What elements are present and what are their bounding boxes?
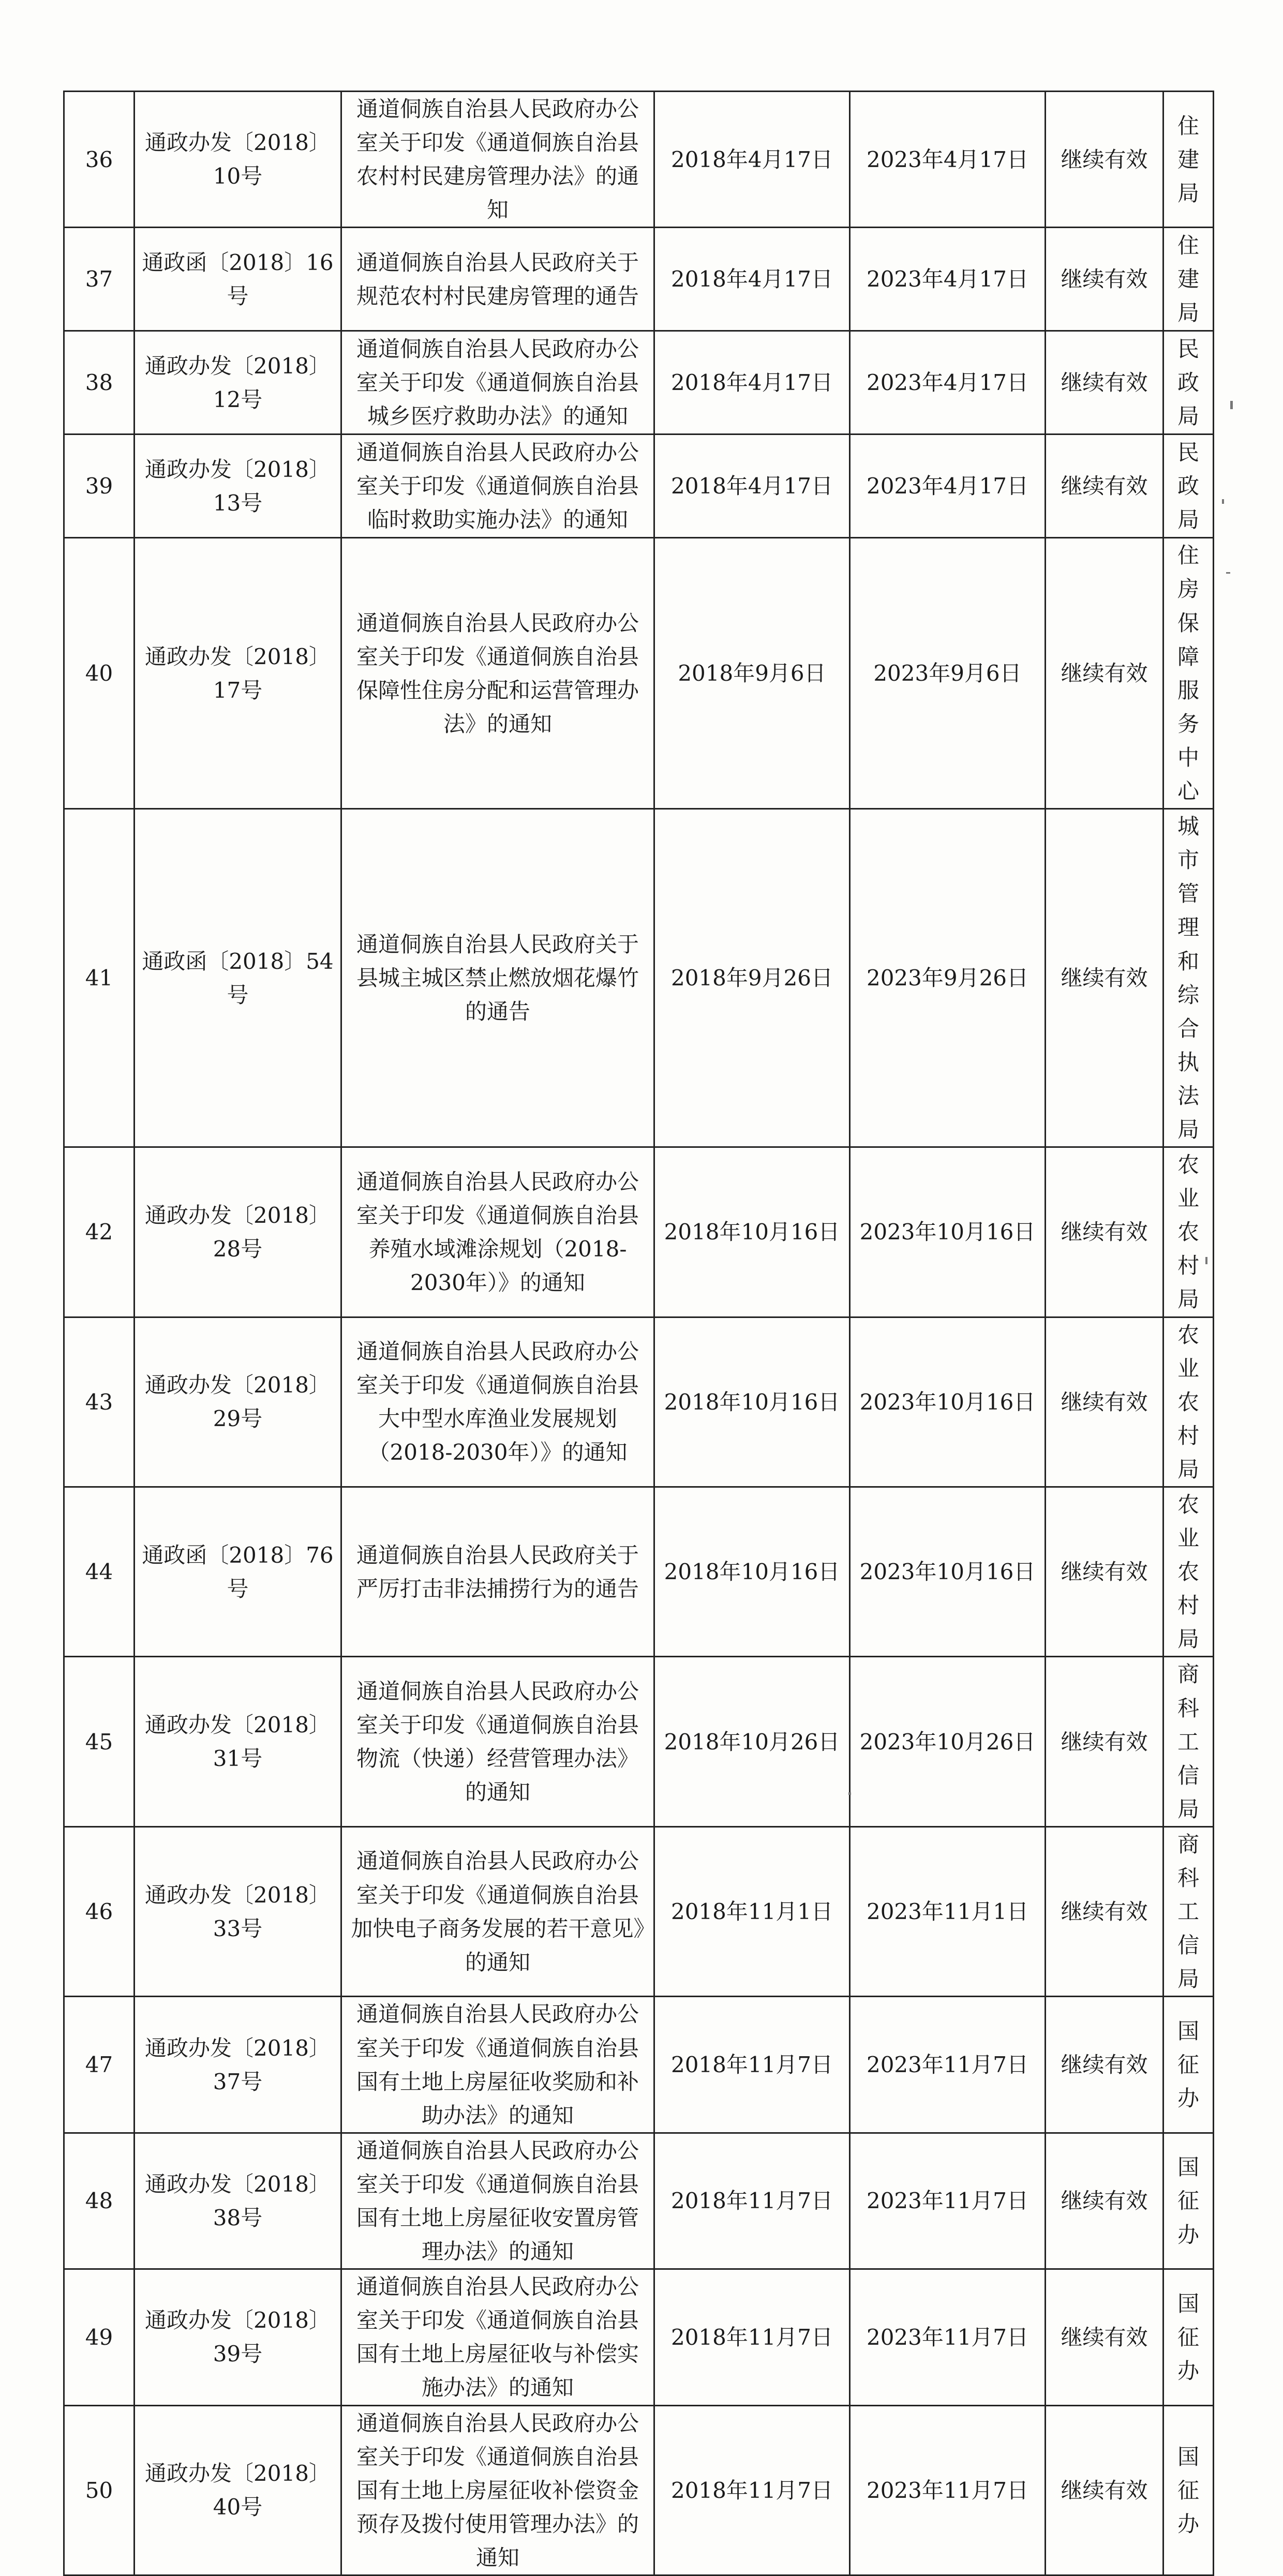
doc-number: 通政办发〔2018〕40号 <box>135 2405 341 2575</box>
validity-status: 继续有效 <box>1046 2133 1163 2269</box>
validity-status: 继续有效 <box>1046 1997 1163 2133</box>
responsible-department: 农业农村局 <box>1163 1147 1214 1317</box>
validity-status: 继续有效 <box>1046 538 1163 809</box>
responsible-department: 住房保障服务中心 <box>1163 538 1214 809</box>
issue-date: 2018年10月26日 <box>654 1657 850 1826</box>
table-row <box>64 92 1214 228</box>
table-row <box>64 2133 1214 2269</box>
doc-title: 通道侗族自治县人民政府办公室关于印发《通道侗族自治县加快电子商务发展的若干意见》的通知 <box>341 1826 654 1996</box>
doc-number: 通政办发〔2018〕39号 <box>135 2269 341 2405</box>
table-row <box>64 1317 1214 1487</box>
responsible-department: 城市管理和综合执法局 <box>1163 809 1214 1147</box>
row-number: 47 <box>64 1997 135 2133</box>
scan-speck <box>1205 1257 1207 1264</box>
validity-status: 继续有效 <box>1046 1317 1163 1487</box>
doc-number: 通政办发〔2018〕28号 <box>135 1147 341 1317</box>
responsible-department: 商科工信局 <box>1163 1826 1214 1996</box>
doc-title: 通道侗族自治县人民政府办公室关于印发《通道侗族自治县养殖水域滩涂规划（2018-2030年）》的通知 <box>341 1147 654 1317</box>
doc-number: 通政办发〔2018〕33号 <box>135 1826 341 1996</box>
doc-title: 通道侗族自治县人民政府关于规范农村村民建房管理的通告 <box>341 228 654 331</box>
doc-number: 通政办发〔2018〕31号 <box>135 1657 341 1826</box>
doc-title: 通道侗族自治县人民政府办公室关于印发《通道侗族自治县保障性住房分配和运营管理办法》的通知 <box>341 538 654 809</box>
issue-date: 2018年9月26日 <box>654 809 850 1147</box>
expiry-date: 2023年11月1日 <box>850 1826 1046 1996</box>
doc-number: 通政办发〔2018〕17号 <box>135 538 341 809</box>
scan-speck <box>1230 401 1233 409</box>
scan-speck <box>848 1792 851 1795</box>
issue-date: 2018年9月6日 <box>654 538 850 809</box>
issue-date: 2018年11月1日 <box>654 1826 850 1996</box>
row-number: 45 <box>64 1657 135 1826</box>
doc-title: 通道侗族自治县人民政府办公室关于印发《通道侗族自治县临时救助实施办法》的通知 <box>341 435 654 538</box>
responsible-department: 住建局 <box>1163 92 1214 228</box>
validity-status: 继续有效 <box>1046 2405 1163 2575</box>
responsible-department: 农业农村局 <box>1163 1487 1214 1657</box>
validity-status: 继续有效 <box>1046 809 1163 1147</box>
table-body <box>64 92 1214 2575</box>
expiry-date: 2023年9月26日 <box>850 809 1046 1147</box>
doc-title: 通道侗族自治县人民政府办公室关于印发《通道侗族自治县农村村民建房管理办法》的通知 <box>341 92 654 228</box>
doc-number: 通政办发〔2018〕12号 <box>135 331 341 435</box>
row-number: 37 <box>64 228 135 331</box>
table-row <box>64 435 1214 538</box>
row-number: 40 <box>64 538 135 809</box>
validity-status: 继续有效 <box>1046 331 1163 435</box>
doc-title: 通道侗族自治县人民政府办公室关于印发《通道侗族自治县国有土地上房屋征收安置房管理办法》的通知 <box>341 2133 654 2269</box>
row-number: 50 <box>64 2405 135 2575</box>
scan-speck <box>1226 572 1230 574</box>
responsible-department: 农业农村局 <box>1163 1317 1214 1487</box>
doc-title: 通道侗族自治县人民政府办公室关于印发《通道侗族自治县大中型水库渔业发展规划（2018-2030年）》的通知 <box>341 1317 654 1487</box>
doc-number: 通政办发〔2018〕29号 <box>135 1317 341 1487</box>
validity-status: 继续有效 <box>1046 92 1163 228</box>
doc-number: 通政办发〔2018〕10号 <box>135 92 341 228</box>
table-row <box>64 1826 1214 1996</box>
row-number: 42 <box>64 1147 135 1317</box>
table-row <box>64 809 1214 1147</box>
expiry-date: 2023年11月7日 <box>850 2269 1046 2405</box>
table-row <box>64 228 1214 331</box>
table-row <box>64 1487 1214 1657</box>
row-number: 49 <box>64 2269 135 2405</box>
table-row <box>64 1147 1214 1317</box>
expiry-date: 2023年10月16日 <box>850 1317 1046 1487</box>
doc-number: 通政办发〔2018〕38号 <box>135 2133 341 2269</box>
doc-number: 通政函〔2018〕76号 <box>135 1487 341 1657</box>
table-row <box>64 2269 1214 2405</box>
validity-status: 继续有效 <box>1046 1657 1163 1826</box>
table-row <box>64 1657 1214 1826</box>
doc-title: 通道侗族自治县人民政府办公室关于印发《通道侗族自治县国有土地上房屋征收补偿资金预存及拨付使用管理办法》的通知 <box>341 2405 654 2575</box>
doc-number: 通政办发〔2018〕37号 <box>135 1997 341 2133</box>
responsible-department: 国征办 <box>1163 1997 1214 2133</box>
validity-status: 继续有效 <box>1046 228 1163 331</box>
responsible-department: 民政局 <box>1163 435 1214 538</box>
validity-status: 继续有效 <box>1046 435 1163 538</box>
doc-title: 通道侗族自治县人民政府办公室关于印发《通道侗族自治县城乡医疗救助办法》的通知 <box>341 331 654 435</box>
documents-table <box>63 91 1214 2576</box>
doc-number: 通政函〔2018〕16号 <box>135 228 341 331</box>
validity-status: 继续有效 <box>1046 2269 1163 2405</box>
validity-status: 继续有效 <box>1046 1487 1163 1657</box>
issue-date: 2018年10月16日 <box>654 1487 850 1657</box>
issue-date: 2018年4月17日 <box>654 228 850 331</box>
responsible-department: 国征办 <box>1163 2405 1214 2575</box>
row-number: 41 <box>64 809 135 1147</box>
issue-date: 2018年11月7日 <box>654 2269 850 2405</box>
table-row <box>64 538 1214 809</box>
expiry-date: 2023年4月17日 <box>850 228 1046 331</box>
doc-title: 通道侗族自治县人民政府办公室关于印发《通道侗族自治县国有土地上房屋征收与补偿实施办法》的通知 <box>341 2269 654 2405</box>
row-number: 39 <box>64 435 135 538</box>
expiry-date: 2023年10月26日 <box>850 1657 1046 1826</box>
expiry-date: 2023年10月16日 <box>850 1487 1046 1657</box>
issue-date: 2018年11月7日 <box>654 2405 850 2575</box>
row-number: 48 <box>64 2133 135 2269</box>
row-number: 43 <box>64 1317 135 1487</box>
scan-speck <box>1222 499 1224 504</box>
responsible-department: 商科工信局 <box>1163 1657 1214 1826</box>
responsible-department: 国征办 <box>1163 2133 1214 2269</box>
expiry-date: 2023年4月17日 <box>850 435 1046 538</box>
issue-date: 2018年4月17日 <box>654 331 850 435</box>
doc-number: 通政办发〔2018〕13号 <box>135 435 341 538</box>
expiry-date: 2023年4月17日 <box>850 331 1046 435</box>
row-number: 44 <box>64 1487 135 1657</box>
table-row <box>64 1997 1214 2133</box>
expiry-date: 2023年4月17日 <box>850 92 1046 228</box>
doc-title: 通道侗族自治县人民政府关于县城主城区禁止燃放烟花爆竹的通告 <box>341 809 654 1147</box>
doc-title: 通道侗族自治县人民政府办公室关于印发《通道侗族自治县国有土地上房屋征收奖励和补助办法》的通知 <box>341 1997 654 2133</box>
expiry-date: 2023年11月7日 <box>850 2405 1046 2575</box>
issue-date: 2018年11月7日 <box>654 1997 850 2133</box>
row-number: 46 <box>64 1826 135 1996</box>
doc-number: 通政函〔2018〕54号 <box>135 809 341 1147</box>
responsible-department: 国征办 <box>1163 2269 1214 2405</box>
doc-title: 通道侗族自治县人民政府关于严厉打击非法捕捞行为的通告 <box>341 1487 654 1657</box>
expiry-date: 2023年10月16日 <box>850 1147 1046 1317</box>
expiry-date: 2023年9月6日 <box>850 538 1046 809</box>
row-number: 38 <box>64 331 135 435</box>
validity-status: 继续有效 <box>1046 1826 1163 1996</box>
validity-status: 继续有效 <box>1046 1147 1163 1317</box>
issue-date: 2018年10月16日 <box>654 1147 850 1317</box>
issue-date: 2018年4月17日 <box>654 435 850 538</box>
table-row <box>64 331 1214 435</box>
table-row <box>64 2405 1214 2575</box>
expiry-date: 2023年11月7日 <box>850 2133 1046 2269</box>
issue-date: 2018年4月17日 <box>654 92 850 228</box>
responsible-department: 住建局 <box>1163 228 1214 331</box>
expiry-date: 2023年11月7日 <box>850 1997 1046 2133</box>
issue-date: 2018年11月7日 <box>654 2133 850 2269</box>
issue-date: 2018年10月16日 <box>654 1317 850 1487</box>
responsible-department: 民政局 <box>1163 331 1214 435</box>
row-number: 36 <box>64 92 135 228</box>
doc-title: 通道侗族自治县人民政府办公室关于印发《通道侗族自治县物流（快递）经营管理办法》的通知 <box>341 1657 654 1826</box>
